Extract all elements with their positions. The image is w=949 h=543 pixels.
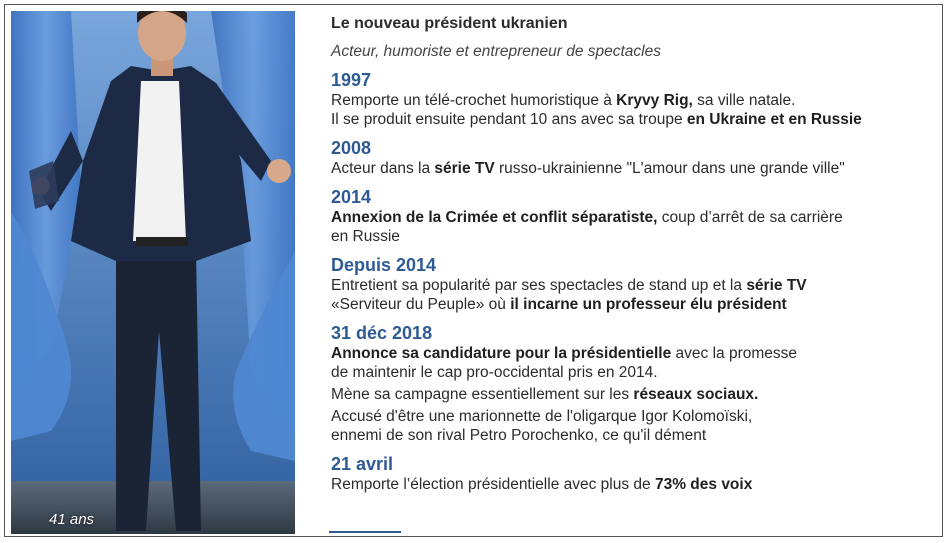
timeline-entry-2014	[331, 186, 941, 246]
entry-year: 2008	[331, 138, 372, 158]
infographic-frame	[4, 4, 943, 537]
age-label: 41 ans	[49, 511, 95, 528]
timeline-content	[331, 13, 941, 494]
timeline-entry-dec-2018	[331, 322, 941, 445]
entry-year: 1997	[331, 70, 372, 90]
entry-year: 2014	[331, 187, 372, 207]
portrait-illustration	[11, 11, 295, 534]
text-span: Remporte un télé-crochet humoristique à	[331, 92, 617, 109]
page-subtitle: Acteur, humoriste et entrepreneur de spectacles	[331, 43, 661, 60]
text-span: avec la promesse	[671, 345, 798, 362]
entry-line	[331, 385, 941, 404]
text-span: «Serviteur du Peuple» où	[331, 296, 511, 313]
entry-line	[331, 208, 941, 227]
text-span: sa ville natale.	[692, 92, 796, 109]
entry-line	[331, 363, 941, 382]
bold-span: 73% des voix	[654, 476, 753, 493]
text-span: ennemi de son rival Petro Porochenko, ce qu'il dément	[331, 427, 707, 444]
entry-line	[331, 295, 941, 314]
entry-line	[331, 110, 941, 129]
text-span: russo-ukrainienne "L'amour dans une grande ville"	[494, 160, 845, 177]
timeline-entry-1997	[331, 69, 941, 129]
text-span: Mène sa campagne essentiellement sur les	[331, 386, 634, 403]
portrait-photo	[11, 11, 295, 534]
text-span: Entretient sa popularité par ses spectacles de stand up et la	[331, 277, 747, 294]
text-span: Acteur dans la	[331, 160, 435, 177]
text-span: coup d’arrêt de sa carrière	[657, 209, 843, 226]
entry-line	[331, 227, 941, 246]
bold-span: Kryvy Rig,	[616, 92, 693, 109]
page-title: Le nouveau président ukranien	[331, 15, 568, 32]
bold-span: il incarne un professeur élu président	[510, 296, 787, 313]
entry-line	[331, 475, 941, 494]
entry-year: 21 avril	[331, 454, 394, 474]
entry-year: Depuis 2014	[331, 255, 437, 275]
bold-span: en Ukraine et en Russie	[686, 111, 862, 128]
timeline-entry-depuis-2014	[331, 254, 941, 314]
bold-span: série TV	[746, 277, 807, 294]
text-span: Remporte l’élection présidentielle avec plus de	[331, 476, 655, 493]
entry-line	[331, 407, 941, 426]
entry-line	[331, 426, 941, 445]
entry-line	[331, 159, 941, 178]
entry-line	[331, 91, 941, 110]
text-span: Accusé d'être une marionnette de l'oligarque Igor Kolomoïski,	[331, 408, 753, 425]
text-span: en Russie	[331, 228, 400, 245]
bold-span: Annexion de la Crimée et conflit séparatiste,	[331, 209, 658, 226]
bold-span: Annonce sa candidature pour la présidentielle	[331, 345, 672, 362]
entry-year: 31 déc 2018	[331, 323, 433, 343]
timeline-entry-2008	[331, 137, 941, 178]
text-span: de maintenir le cap pro-occidental pris en 2014.	[331, 364, 658, 381]
bold-span: réseaux sociaux.	[633, 386, 759, 403]
text-span: Il se produit ensuite pendant 10 ans avec sa troupe	[331, 111, 687, 128]
entry-line	[331, 276, 941, 295]
accent-divider	[329, 531, 401, 533]
bold-span: série TV	[434, 160, 495, 177]
timeline-entry-21-avril	[331, 453, 941, 494]
entry-line	[331, 344, 941, 363]
